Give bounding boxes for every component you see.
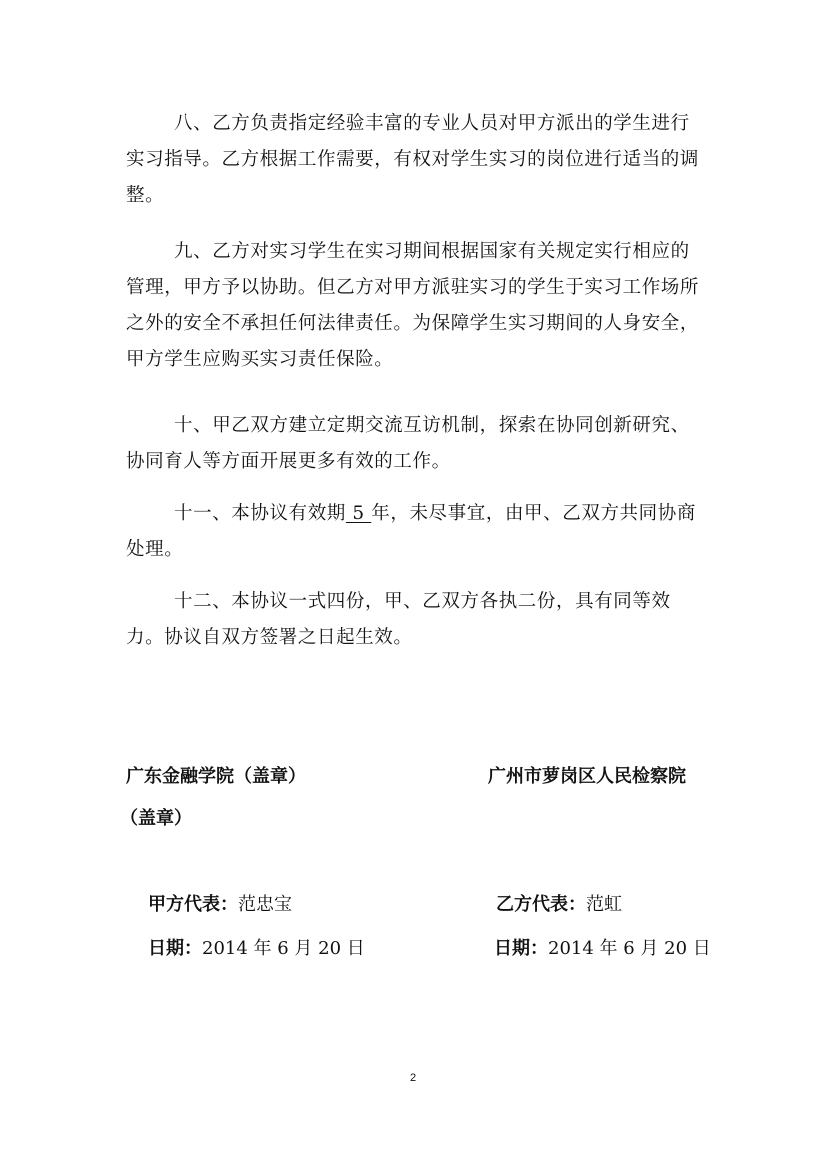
clause-12 <box>126 584 706 656</box>
clause-10 <box>126 408 706 480</box>
party-b-rep-label: 乙方代表： <box>496 894 586 915</box>
party-b-date <box>494 934 711 960</box>
clause-9-text: 九、乙方对实习学生在实习期间根据国家有关规定实行相应的管理，甲方予以协助。但乙方对甲方派驻实习的学生于实习工作场所之外的安全不承担任何法律责任。为保障学生实习期间的人身安全，甲方学生应购买实习责任保险。 <box>126 241 700 370</box>
party-a-representative <box>148 890 292 916</box>
party-a-date-value: 2014 年 6 月 20 日 <box>202 938 365 959</box>
clause-10-text: 十、甲乙双方建立定期交流互访机制，探索在协同创新研究、协同育人等方面开展更多有效的工作。 <box>126 415 690 472</box>
clause-12-text: 十二、本协议一式四份，甲、乙双方各执二份，具有同等效力。协议自双方签署之日起生效。 <box>126 591 671 648</box>
clause-9 <box>126 234 706 378</box>
party-b-seal: （盖章） <box>120 808 192 829</box>
party-a-name: 广东金融学院（盖章） <box>126 766 306 787</box>
clause-11-text-before: 十一、本协议有效期 <box>174 503 346 524</box>
party-b-rep-name: 范虹 <box>586 894 622 915</box>
party-b-name: 广州市萝岗区人民检察院 <box>488 766 686 787</box>
party-a-date-label: 日期： <box>148 938 202 959</box>
party-b-date-value: 2014 年 6 月 20 日 <box>548 938 711 959</box>
clause-8-text: 八、乙方负责指定经验丰富的专业人员对甲方派出的学生进行实习指导。乙方根据工作需要，有权对学生实习的岗位进行适当的调整。 <box>126 113 700 206</box>
validity-years: 5 <box>345 503 372 524</box>
clause-11-text-after: 年，未尽事宜，由甲、乙双方共同协商处理。 <box>126 503 696 560</box>
party-a-date <box>148 934 365 960</box>
clause-11 <box>126 496 706 568</box>
party-a-rep-label: 甲方代表： <box>148 894 238 915</box>
party-a-rep-name: 范忠宝 <box>238 894 292 915</box>
page-number: 2 <box>409 1072 417 1084</box>
clause-8 <box>126 106 706 214</box>
party-b-representative <box>496 890 622 916</box>
party-b-date-label: 日期： <box>494 938 548 959</box>
